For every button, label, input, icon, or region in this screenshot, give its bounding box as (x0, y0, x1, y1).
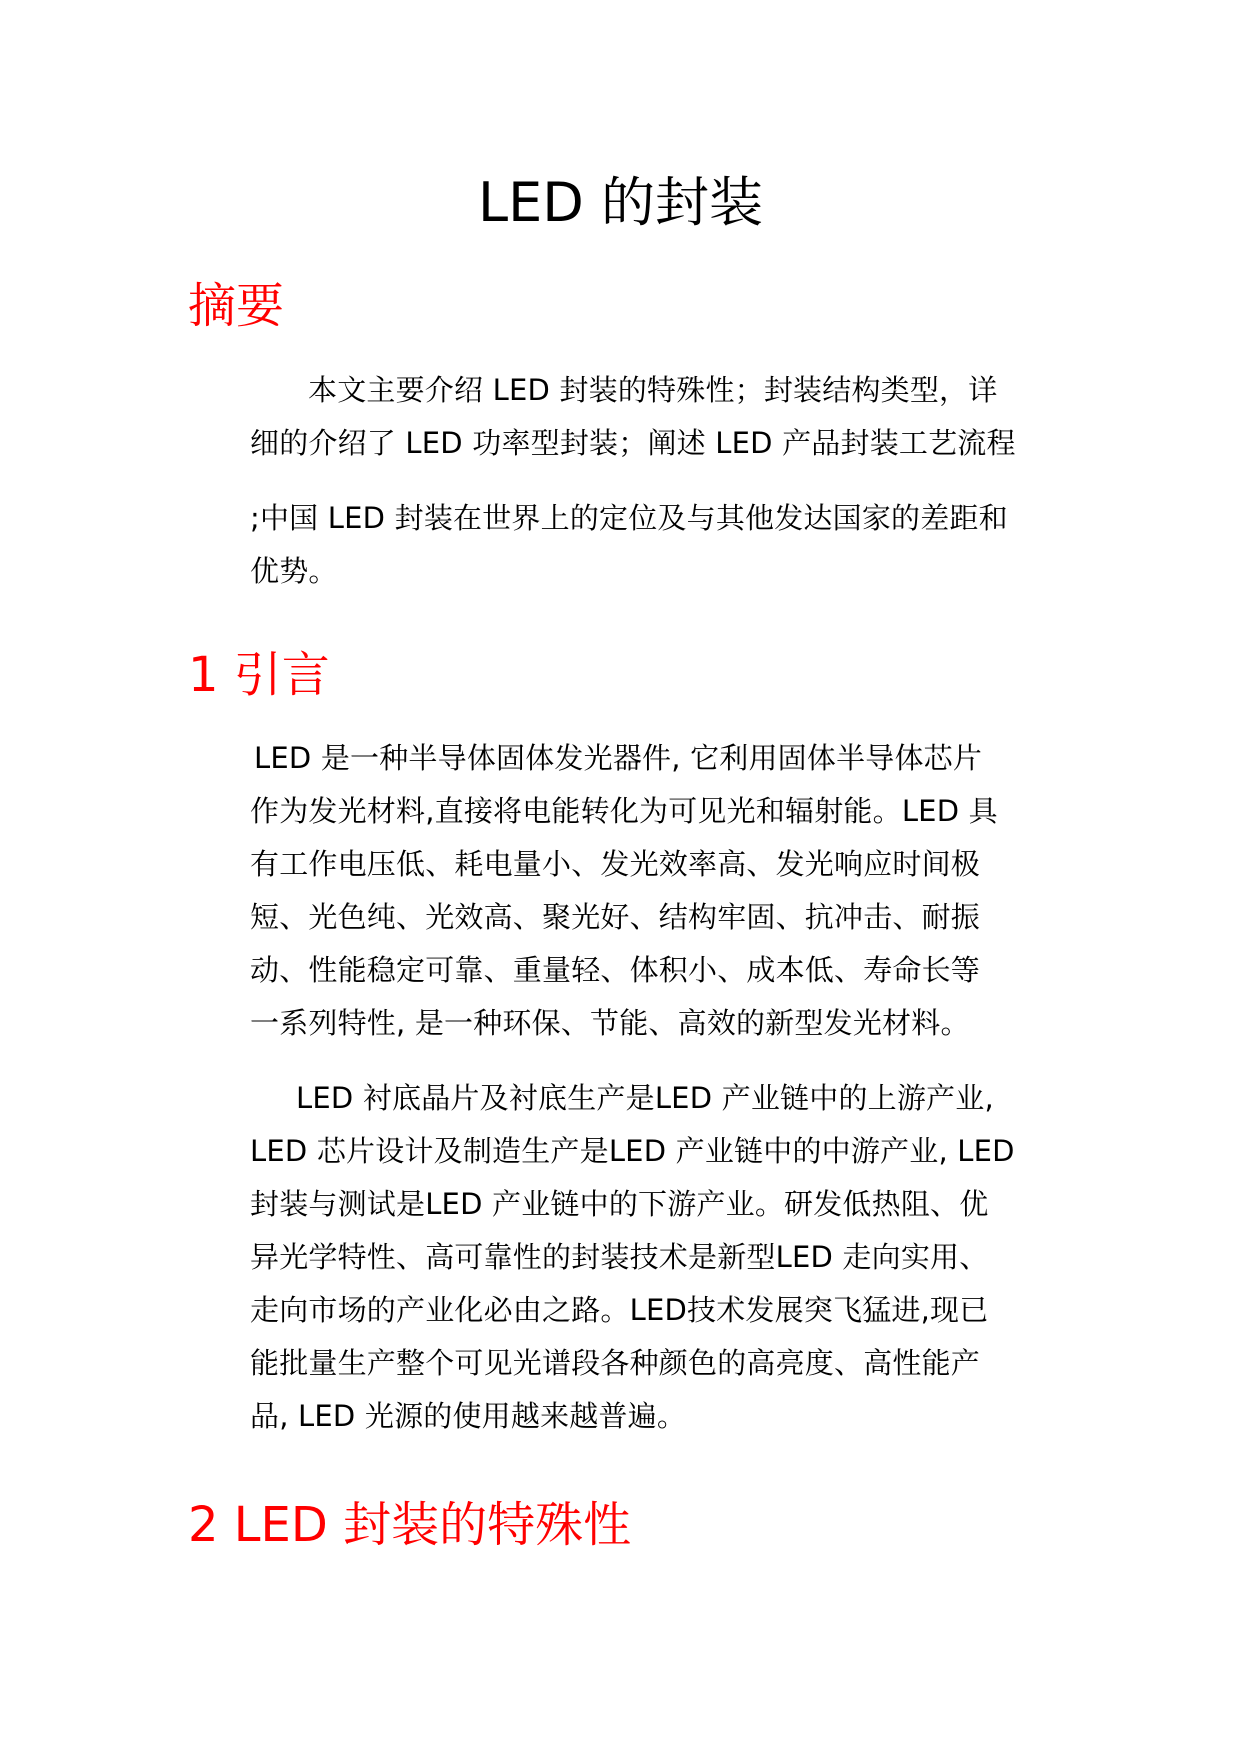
abstract-line: 本文主要介绍 LED 封装的特殊性；封装结构类型，详 (308, 373, 998, 407)
abstract-paragraph (250, 364, 1058, 598)
abstract-line: 优势。 (250, 554, 338, 588)
intro-line: 封装与测试是LED 产业链中的下游产业。研发低热阻、优 (250, 1187, 989, 1221)
intro-line: 动、性能稳定可靠、重量轻、体积小、成本低、寿命长等 (250, 953, 981, 987)
section2-heading: 2 LED 封装的特殊性 (188, 1497, 632, 1553)
intro-line: 有工作电压低、耗电量小、发光效率高、发光响应时间极 (250, 847, 981, 881)
intro-line: 能批量生产整个可见光谱段各种颜色的高亮度、高性能产 (250, 1346, 981, 1380)
intro-line: 走向市场的产业化必由之路。LED技术发展突飞猛进,现已 (250, 1293, 989, 1327)
intro-line: 异光学特性、高可靠性的封装技术是新型LED 走向实用、 (250, 1240, 989, 1274)
intro-line: 一系列特性, 是一种环保、节能、高效的新型发光材料。 (250, 1006, 970, 1040)
intro-line: 作为发光材料,直接将电能转化为可见光和辐射能。LED 具 (250, 794, 998, 828)
intro-line: LED 衬底晶片及衬底生产是LED 产业链中的上游产业, (296, 1081, 994, 1115)
abstract-heading: 摘要 (188, 278, 285, 334)
document-title: LED 的封装 (478, 171, 763, 234)
intro-heading: 1 引言 (188, 647, 330, 703)
abstract-line: ;中国 LED 封装在世界上的定位及与其他发达国家的差距和 (250, 501, 1008, 535)
intro-line: LED 是一种半导体固体发光器件, 它利用固体半导体芯片 (254, 741, 983, 775)
intro-paragraph-1 (250, 732, 1058, 1050)
intro-line: 短、光色纯、光效高、聚光好、结构牢固、抗冲击、耐振 (250, 900, 981, 934)
intro-line: 品, LED 光源的使用越来越普遍。 (250, 1399, 687, 1433)
abstract-line: 细的介绍了 LED 功率型封装；阐述 LED 产品封装工艺流程 (250, 426, 1016, 460)
intro-line: LED 芯片设计及制造生产是LED 产业链中的中游产业, LED (250, 1134, 1015, 1168)
intro-paragraph-2 (250, 1072, 1058, 1443)
